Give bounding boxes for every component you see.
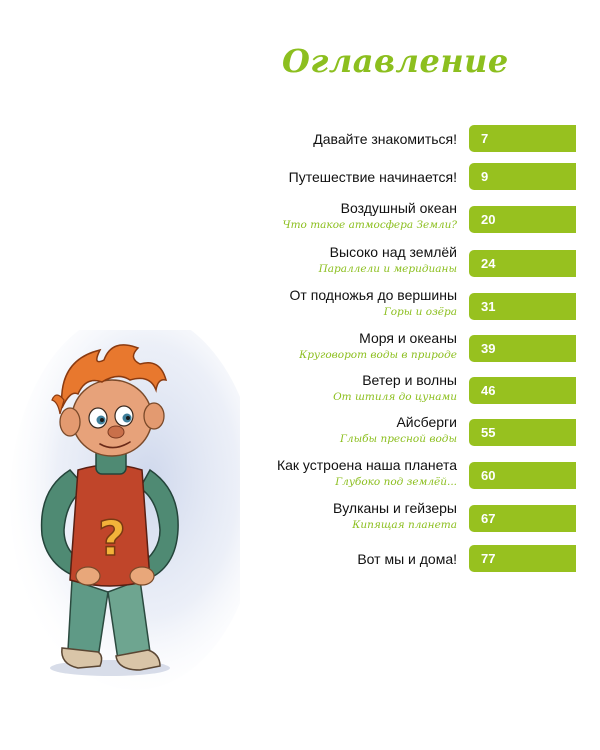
page-number: 60	[481, 468, 496, 483]
page-tab	[469, 545, 576, 572]
toc-entry-subtitle: Параллели и меридианы	[318, 263, 457, 275]
toc-entry-title: Ветер и волны	[362, 372, 457, 388]
page-tab	[469, 377, 576, 404]
page-tab	[469, 505, 576, 532]
page-title: Оглавление	[282, 42, 509, 80]
page-tab	[469, 250, 576, 277]
toc-entry-subtitle: Глыбы пресной воды	[339, 433, 457, 445]
toc-entry-subtitle: Горы и озёра	[383, 306, 457, 318]
svg-text:?: ?	[98, 511, 126, 567]
toc-entry-subtitle: От штиля до цунами	[333, 391, 457, 403]
boy-illustration	[0, 330, 240, 730]
page-number: 55	[481, 425, 496, 440]
toc-entry-title: Вулканы и гейзеры	[333, 500, 457, 516]
toc-entry-title: От подножья до вершины	[289, 287, 457, 303]
page-number: 46	[481, 383, 496, 398]
page-tab	[469, 419, 576, 446]
page-number: 31	[481, 299, 496, 314]
toc-entry-subtitle: Глубоко под землёй...	[335, 476, 457, 488]
toc-entry-subtitle: Что такое атмосфера Земли?	[282, 219, 457, 231]
page-tab	[469, 335, 576, 362]
toc-entry-title: Воздушный океан	[340, 200, 457, 216]
toc-entry-title: Путешествие начинается!	[288, 169, 457, 185]
toc-entry-title: Айсберги	[396, 414, 457, 430]
toc-entry-title: Давайте знакомиться!	[313, 131, 457, 147]
toc-entry-title: Как устроена наша планета	[276, 457, 457, 473]
page-tab	[469, 293, 576, 320]
page-tab	[469, 462, 576, 489]
page-number: 9	[481, 169, 489, 184]
toc-entry-subtitle: Кипящая планета	[352, 519, 457, 531]
page-number: 77	[481, 551, 496, 566]
toc-entry-title: Высоко над землёй	[329, 244, 457, 260]
page-number: 7	[481, 131, 489, 146]
toc-entry-title: Моря и океаны	[359, 330, 457, 346]
page-number: 67	[481, 511, 496, 526]
page-number: 20	[481, 212, 496, 227]
page-tab	[469, 163, 576, 190]
page-tab	[469, 125, 576, 152]
page-number: 39	[481, 341, 496, 356]
page-number: 24	[481, 256, 496, 271]
toc-entry-subtitle: Круговорот воды в природе	[299, 349, 457, 361]
toc-entry-title: Вот мы и дома!	[357, 551, 457, 567]
page-tab	[469, 206, 576, 233]
